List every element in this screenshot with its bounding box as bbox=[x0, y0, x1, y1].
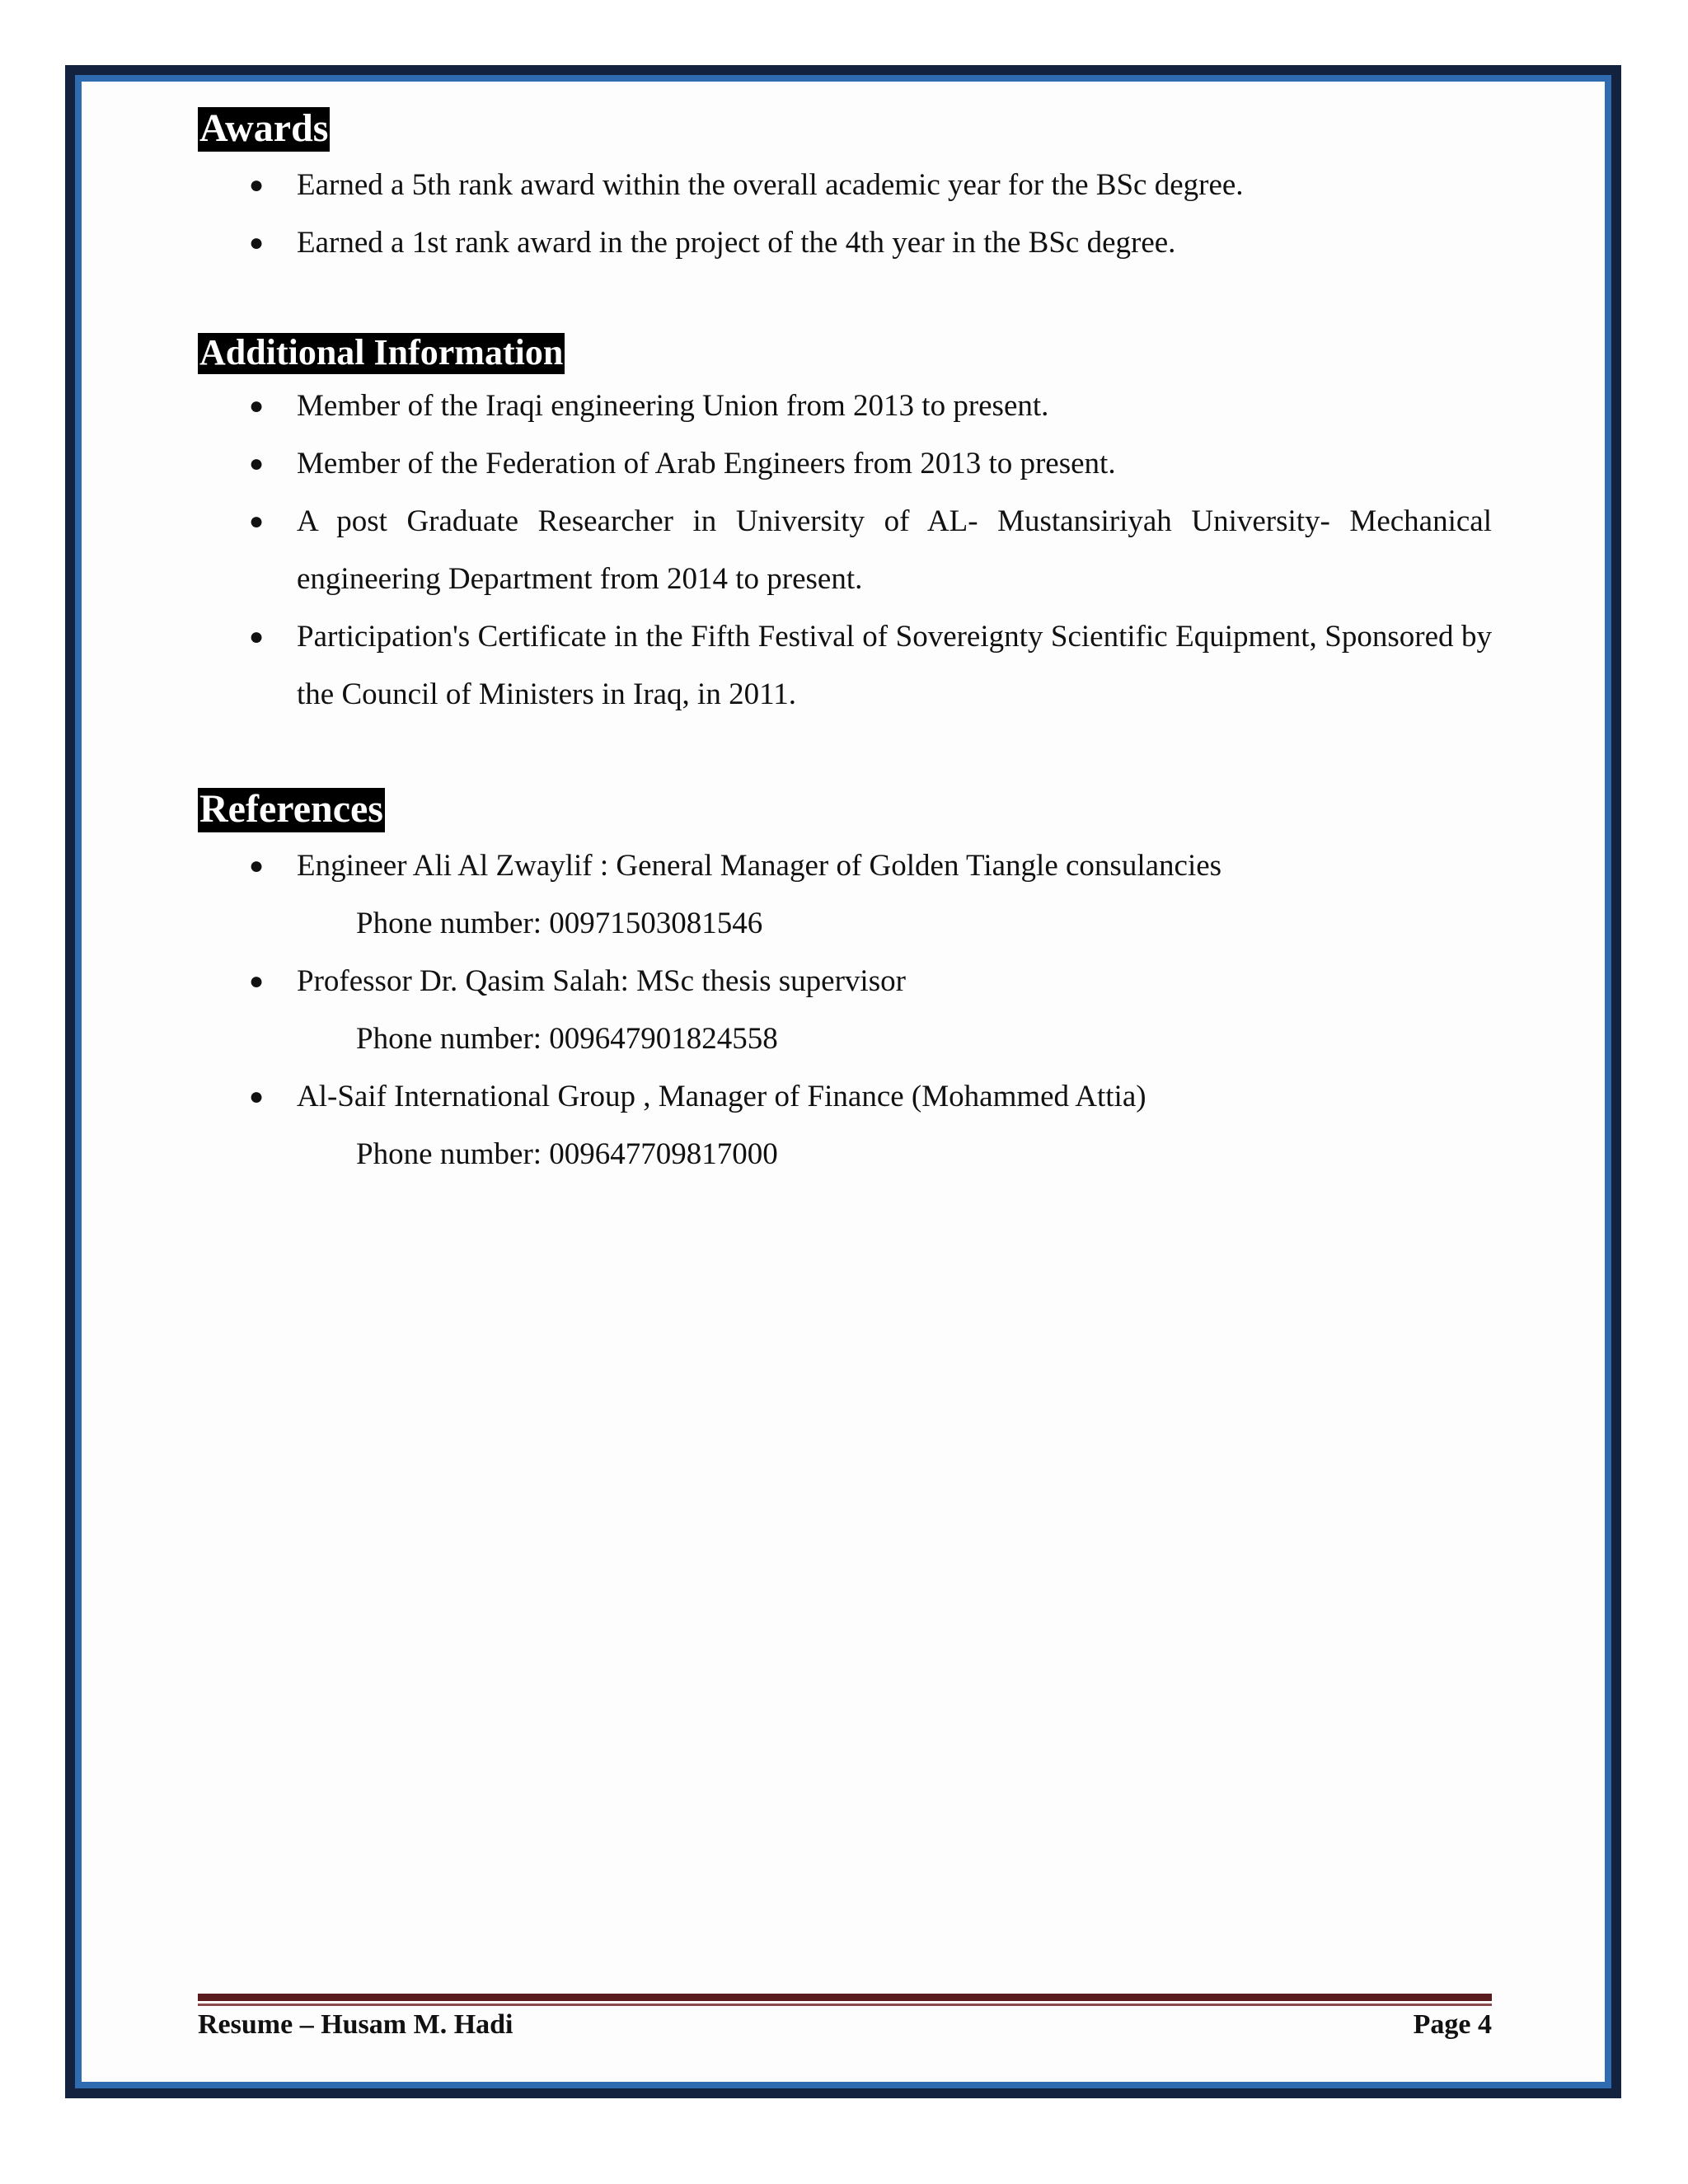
additional-info-section bbox=[198, 333, 1492, 724]
additional-info-heading: Additional Information bbox=[199, 332, 564, 373]
reference-phone: Phone number: 009647901824558 bbox=[356, 1022, 778, 1056]
reference-name: Al-Saif International Group , Manager of Finance (Mohammed Attia) bbox=[297, 1080, 1146, 1113]
list-item-text: Member of the Federation of Arab Engineers from 2013 to present. bbox=[297, 447, 1116, 480]
reference-phone: Phone number: 009647709817000 bbox=[356, 1137, 778, 1171]
list-item-text: Earned a 5th rank award within the overall academic year for the BSc degree. bbox=[297, 168, 1244, 202]
bullet-icon: ● bbox=[249, 623, 265, 650]
reference-name: Professor Dr. Qasim Salah: MSc thesis supervisor bbox=[297, 964, 906, 998]
footer-rule-thin bbox=[198, 2004, 1492, 2006]
footer-rule-thick bbox=[198, 1994, 1492, 2001]
list-item-text: Participation's Certificate in the Fifth Festival of Sovereignty Scientific Equipment, Sponsored by the Council of Ministers in Iraq, in 2011. bbox=[297, 620, 1492, 711]
additional-info-list bbox=[198, 377, 1492, 724]
list-item bbox=[198, 608, 1492, 724]
bullet-icon: ● bbox=[249, 450, 265, 477]
page-content bbox=[198, 107, 1492, 1183]
list-item bbox=[198, 1068, 1492, 1183]
references-section bbox=[198, 788, 1492, 1183]
bullet-icon: ● bbox=[249, 229, 265, 256]
list-item-text: Member of the Iraqi engineering Union from 2013 to present. bbox=[297, 389, 1049, 423]
list-item bbox=[198, 837, 1492, 953]
reference-phone: Phone number: 00971503081546 bbox=[356, 907, 763, 940]
awards-heading: Awards bbox=[199, 106, 329, 150]
references-heading: References bbox=[199, 787, 383, 831]
footer-page-number: Page 4 bbox=[1413, 2009, 1492, 2040]
list-item-text: Earned a 1st rank award in the project of the 4th year in the BSc degree. bbox=[297, 226, 1176, 260]
bullet-icon: ● bbox=[249, 171, 265, 199]
list-item-text: A post Graduate Researcher in University of AL- Mustansiriyah University- Mechanical engineering Department from 2014 to present. bbox=[297, 504, 1492, 596]
awards-section bbox=[198, 107, 1492, 272]
list-item bbox=[198, 953, 1492, 1068]
bullet-icon: ● bbox=[249, 852, 265, 879]
list-item bbox=[198, 435, 1492, 493]
footer-title: Resume – Husam M. Hadi bbox=[198, 2009, 513, 2040]
list-item bbox=[198, 157, 1492, 214]
bullet-icon: ● bbox=[249, 1083, 265, 1110]
reference-name: Engineer Ali Al Zwaylif : General Manager of Golden Tiangle consulancies bbox=[297, 849, 1222, 883]
bullet-icon: ● bbox=[249, 508, 265, 535]
awards-list bbox=[198, 157, 1492, 272]
list-item bbox=[198, 377, 1492, 435]
list-item bbox=[198, 493, 1492, 608]
list-item bbox=[198, 214, 1492, 272]
bullet-icon: ● bbox=[249, 392, 265, 419]
references-list bbox=[198, 837, 1492, 1183]
bullet-icon: ● bbox=[249, 968, 265, 995]
